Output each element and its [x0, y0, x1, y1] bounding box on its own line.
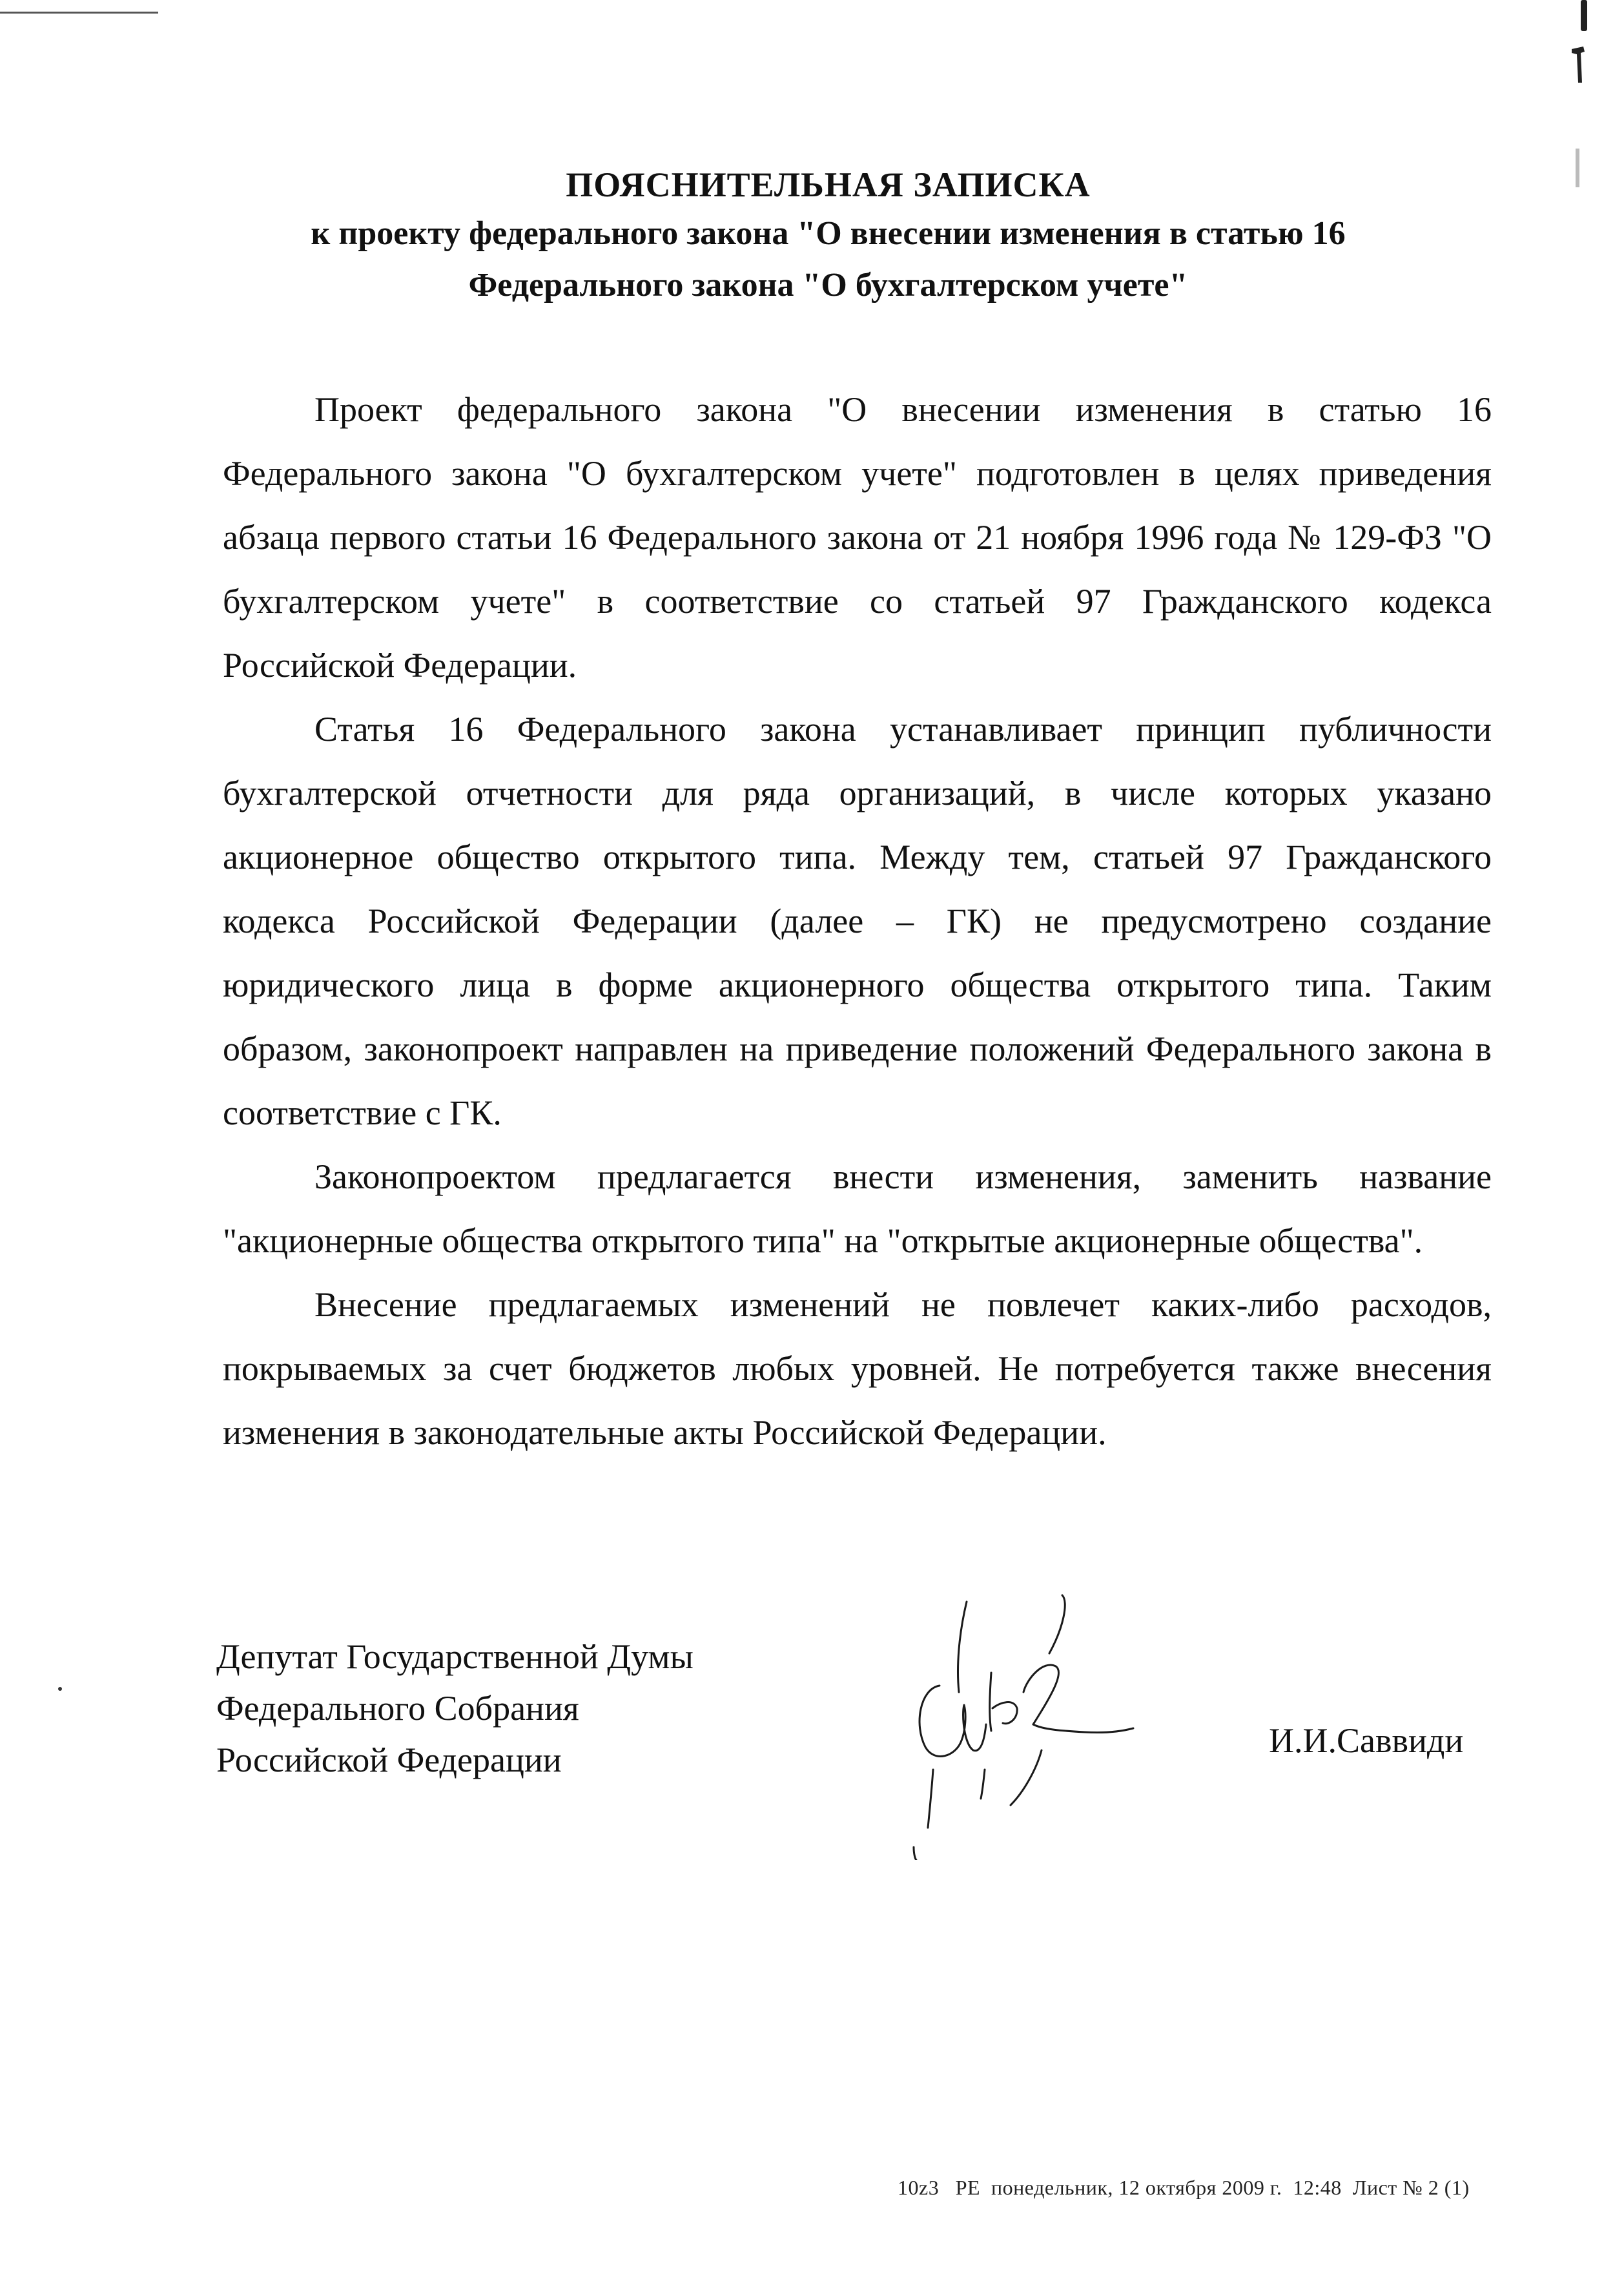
document-subtitle-line1: к проекту федерального закона "О внесении изменения в статью 16	[311, 215, 1346, 252]
signer-position	[216, 1631, 694, 1786]
scan-top-line	[0, 12, 158, 14]
footer-code2: PE	[955, 2176, 981, 2199]
scan-corner-mark	[1581, 0, 1587, 31]
footer-time: 12:48	[1293, 2176, 1342, 2199]
document-body	[223, 378, 1492, 1465]
document-heading	[194, 161, 1463, 311]
signer-position-line2: Федерального Собрания	[216, 1689, 579, 1728]
scan-dot	[58, 1687, 62, 1691]
document-subtitle-line2: Федерального закона "О бухгалтерском учете"	[468, 267, 1188, 304]
scan-corner-mark-icon	[1570, 45, 1590, 84]
handwritten-signature	[894, 1576, 1166, 1860]
document-title: ПОЯСНИТЕЛЬНАЯ ЗАПИСКА	[566, 165, 1091, 204]
signer-position-line1: Депутат Государственной Думы	[216, 1637, 694, 1676]
signer-name: И.И.Саввиди	[1269, 1721, 1464, 1760]
fax-footer	[898, 2175, 1470, 2200]
footer-date: понедельник, 12 октября 2009 г.	[991, 2176, 1282, 2199]
paragraph-4: Внесение предлагаемых изменений не повлечет каких-либо расходов, покрываемых за счет бюджетов любых уровней. Не потребуется также внесения изменения в законодательные акты Российской Федерации.	[223, 1285, 1492, 1452]
paragraph-2: Статья 16 Федерального закона устанавливает принцип публичности бухгалтерской отчетности для ряда организаций, в числе которых указано акционерное общество открытого типа. Между тем, статьей 97 Гражданского кодекса Российской Федерации (далее – ГК) не предусмотрено создание юридического лица в форме акционерного общества открытого типа. Таким образом, законопроект направлен на приведение положений Федерального закона в соответствие с ГК.	[223, 710, 1492, 1132]
scan-edge-mark	[1576, 149, 1579, 187]
paragraph-3: Законопроектом предлагается внести изменения, заменить название "акционерные общества открытого типа" на "открытые акционерные общества".	[223, 1157, 1492, 1260]
footer-code: 10z3	[898, 2176, 940, 2199]
paragraph-1: Проект федерального закона "О внесении изменения в статью 16 Федерального закона "О бухгалтерском учете" подготовлен в целях приведения абзаца первого статьи 16 Федерального закона от 21 ноября 1996 года № 129-ФЗ "О бухгалтерском учете" в соответствие со статьей 97 Гражданского кодекса Российской Федерации.	[223, 390, 1492, 685]
signer-position-line3: Российской Федерации	[216, 1741, 562, 1779]
footer-sheet: Лист № 2 (1)	[1352, 2176, 1470, 2199]
